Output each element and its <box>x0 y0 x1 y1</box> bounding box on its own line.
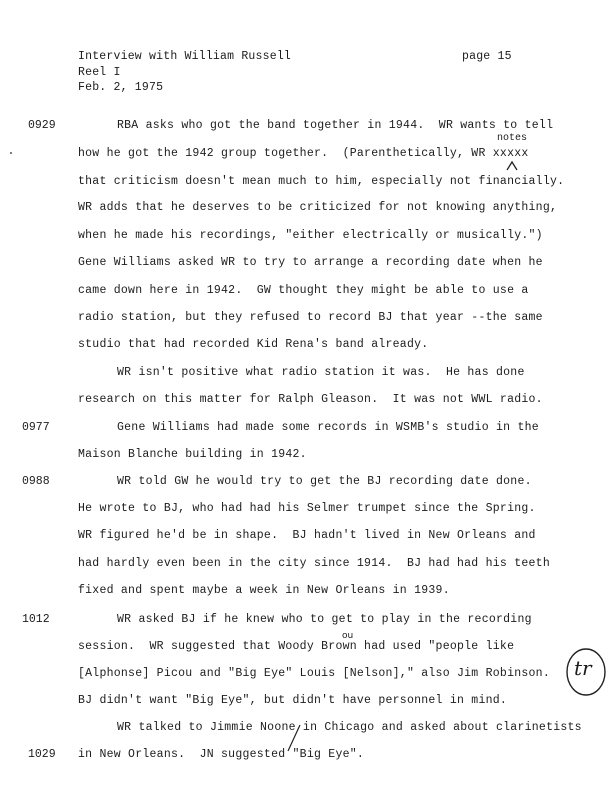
transcript-line: WR figured he'd be in shape. BJ hadn't lived in New Orleans and <box>78 529 536 542</box>
transcript-line: WR talked to Jimmie Noone in Chicago and asked about clarinetists <box>117 721 582 734</box>
timecode: 0929 <box>28 119 56 132</box>
handwritten-slash-icon <box>282 723 306 753</box>
transcript-line: radio station, but they refused to record BJ that year --the same <box>78 311 543 324</box>
transcript-line: in New Orleans. JN suggested "Big Eye". <box>78 748 365 761</box>
timecode: 1029 <box>28 748 56 761</box>
reel-label: Reel I <box>78 66 121 79</box>
transcript-line: how he got the 1942 group together. (Parenthetically, WR xxxxx <box>78 147 529 160</box>
transcript-line: [Alphonse] Picou and "Big Eye" Louis [Nelson]," also Jim Robinson. <box>78 667 550 680</box>
transcript-line: BJ didn't want "Big Eye", but didn't have personnel in mind. <box>78 694 508 707</box>
transcript-line: research on this matter for Ralph Gleason. It was not WWL radio. <box>78 393 543 406</box>
handwritten-correction: ou <box>342 631 354 641</box>
transcript-line: WR told GW he would try to get the BJ recording date done. <box>117 475 532 488</box>
transcript-line: fixed and spent maybe a week in New Orleans in 1939. <box>78 584 450 597</box>
transcript-line: WR isn't positive what radio station it was. He has done <box>117 366 525 379</box>
handwritten-initials: tr <box>574 656 592 680</box>
insertion-note: notes <box>497 133 528 144</box>
transcript-line: session. WR suggested that Woody Brown had used "people like <box>78 640 515 653</box>
transcript-line: Gene Williams had made some records in WSMB's studio in the <box>117 421 539 434</box>
transcript-line: He wrote to BJ, who had had his Selmer trumpet since the Spring. <box>78 502 536 515</box>
transcript-line: came down here in 1942. GW thought they might be able to use a <box>78 284 529 297</box>
interview-date: Feb. 2, 1975 <box>78 81 164 94</box>
transcript-line: RBA asks who got the band together in 1944. WR wants to tell <box>117 119 554 132</box>
transcript-line: WR adds that he deserves to be criticized for not knowing anything, <box>78 201 558 214</box>
page-number: page 15 <box>462 50 512 63</box>
stray-mark-icon <box>8 150 14 156</box>
transcript-line: had hardly even been in the city since 1914. BJ had had his teeth <box>78 557 550 570</box>
timecode: 0977 <box>22 421 50 434</box>
transcript-line: Maison Blanche building in 1942. <box>78 448 307 461</box>
transcript-line: studio that had recorded Kid Rena's band already. <box>78 338 429 351</box>
interview-title: Interview with William Russell <box>78 50 292 63</box>
timecode: 1012 <box>22 613 50 626</box>
transcript-line: WR asked BJ if he knew who to get to play in the recording <box>117 613 532 626</box>
transcript-line: when he made his recordings, "either electrically or musically.") <box>78 229 543 242</box>
transcript-line: Gene Williams asked WR to try to arrange a recording date when he <box>78 256 543 269</box>
timecode: 0988 <box>22 475 50 488</box>
caret-icon <box>505 159 519 171</box>
transcript-line: that criticism doesn't mean much to him, especially not financially. <box>78 175 565 188</box>
